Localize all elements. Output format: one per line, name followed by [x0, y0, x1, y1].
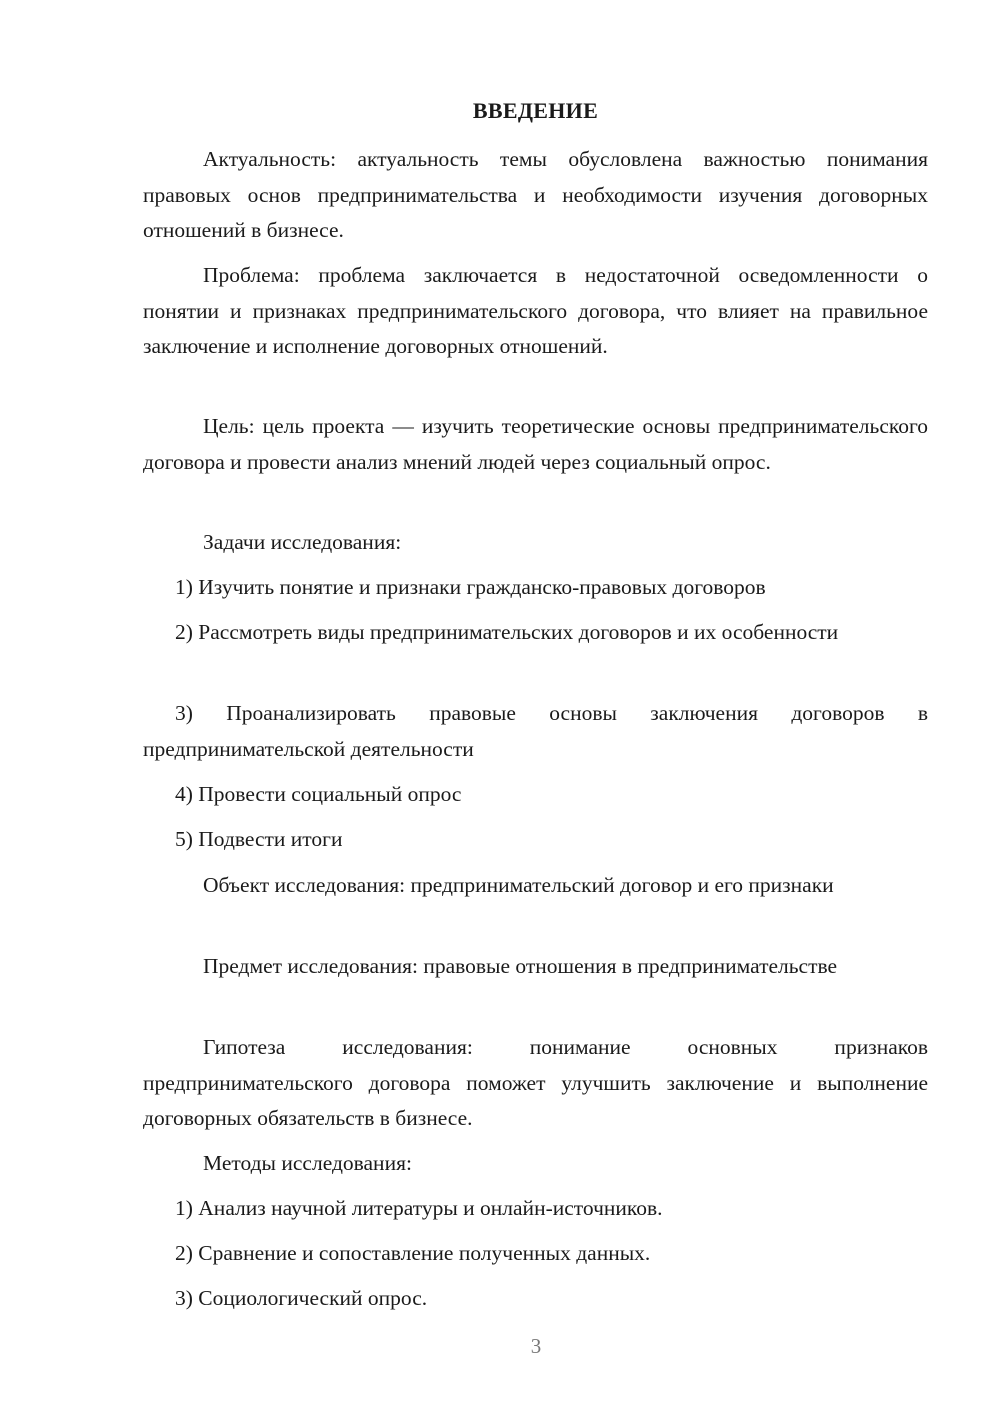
method-item-2: 2) Сравнение и сопоставление полученных данных. — [175, 1241, 651, 1265]
task-item-1: 1) Изучить понятие и признаки гражданско-правовых договоров — [175, 575, 766, 599]
paragraph-goal: Цель: цель проекта — изучить теоретические основы предпринимательского договора и провести анализ мнений людей через социальный опрос. — [143, 414, 928, 474]
paragraph-object: Объект исследования: предпринимательский договор и его признаки — [203, 873, 834, 897]
method-item-3: 3) Социологический опрос. — [175, 1286, 428, 1310]
methods-heading: Методы исследования: — [203, 1151, 412, 1175]
section-title: ВВЕДЕНИЕ — [472, 98, 599, 123]
page-number: 3 — [530, 1334, 542, 1358]
paragraph-relevance: Актуальность: актуальность темы обусловлена важностью понимания правовых основ предпринимательства и необходимости изучения договорных отношений в бизнесе. — [143, 147, 928, 242]
task-item-5: 5) Подвести итоги — [175, 827, 343, 851]
paragraph-subject: Предмет исследования: правовые отношения в предпринимательстве — [203, 954, 838, 978]
task-item-4: 4) Провести социальный опрос — [175, 782, 462, 806]
paragraph-problem: Проблема: проблема заключается в недостаточной осведомленности о понятии и признаках предпринимательского договора, что влияет на правильное заключение и исполнение договорных отношений. — [143, 263, 928, 358]
method-item-1: 1) Анализ научной литературы и онлайн-источников. — [175, 1196, 663, 1220]
task-item-3: 3) Проанализировать правовые основы заключения договоров в предпринимательской деятельности — [143, 701, 928, 761]
task-item-2: 2) Рассмотреть виды предпринимательских договоров и их особенности — [175, 620, 839, 644]
tasks-heading: Задачи исследования: — [203, 530, 402, 554]
paragraph-hypothesis: Гипотеза исследования: понимание основных признаков предпринимательского договора поможет улучшить заключение и выполнение договорных обязательств в бизнесе. — [143, 1035, 928, 1130]
